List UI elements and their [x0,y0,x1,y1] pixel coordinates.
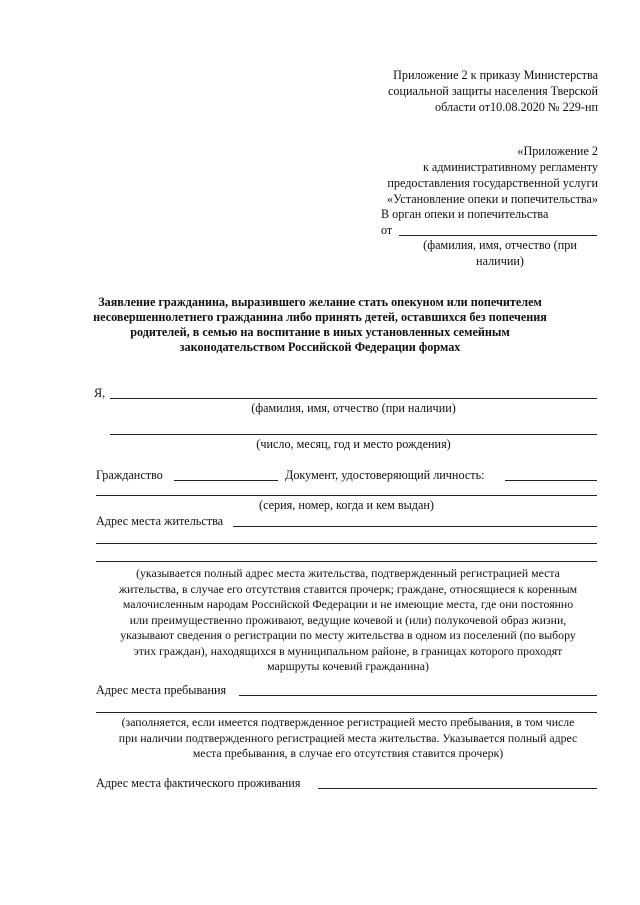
citizenship-field[interactable] [174,480,278,481]
fio-hint-line: наличии) [476,254,524,268]
stay-field-line2[interactable] [96,712,597,713]
actual-residence-label: Адрес места фактического проживания [96,776,301,790]
annex-header [298,67,598,115]
doc-hint: (серия, номер, когда и кем выдан) [259,498,434,512]
residence-hint-line: маршруты кочевий гражданина) [267,659,429,673]
fio-hint [400,237,600,269]
birth-hint: (число, месяц, год и место рождения) [256,437,451,451]
title-line: Заявление гражданина, выразившего желание стать опекуном или попечителем [98,295,542,309]
to-authority-label: В орган опеки и попечительства [381,207,549,221]
residence-hint-line: (указывается полный адрес места жительства, подтвержденный регистрацией места [136,566,560,580]
residence-hint-line: указывают сведения о регистрации по месту жительства в одном из поселений (по выбору [120,628,576,642]
residence-field[interactable] [233,526,597,527]
title-line: родителей, в семью на воспитание в иных установленных семейным [130,325,510,339]
citizenship-label: Гражданство [96,468,163,482]
stay-field[interactable] [239,695,597,696]
ya-label: Я, [94,386,106,400]
stay-label: Адрес места пребывания [96,683,227,697]
stay-hint-line: места пребывания, в случае его отсутствия ставится прочерк) [192,746,504,760]
residence-hint-line: или преимущественно проживают, ведущие кочевой и (или) полукочевой образ жизни, [129,612,567,627]
appendix-header [298,143,598,207]
actual-residence-field[interactable] [318,788,597,789]
id-doc-label: Документ, удостоверяющий личность: [285,468,485,482]
title-line: законодательством Российской Федерации формах [179,340,461,354]
applicant-fio-hint: (фамилия, имя, отчество (при наличии) [251,401,456,415]
appendix-line: предоставления государственной услуги [387,176,598,190]
fio-hint-line: (фамилия, имя, отчество (при [423,238,577,252]
applicant-fio-field[interactable] [110,398,597,399]
appendix-line: «Установление опеки и попечительства» [387,192,598,206]
residence-hint [78,566,618,675]
stay-hint-line: (заполняется, если имеется подтвержденное регистрацией место пребывания, в том числе [121,715,575,729]
title-line: несовершеннолетнего гражданина либо принять детей, оставшихся без попечения [93,310,547,324]
residence-hint-line: жительства, в случае его отсутствия ставится прочерк; граждане, относящиеся к коренным [118,581,578,596]
appendix-line: к административному регламенту [422,160,598,174]
residence-field-line3[interactable] [96,561,597,562]
stay-hint-line: при наличии подтвержденного регистрацией места жительства. Указывается полный адрес [118,730,578,745]
appendix-line: «Приложение 2 [517,144,598,158]
residence-label: Адрес места жительства [96,514,224,528]
id-doc-field[interactable] [505,480,597,481]
annex-line: Приложение 2 к приказу Министерства [393,68,598,82]
document-title [70,295,570,355]
residence-field-line2[interactable] [96,543,597,544]
annex-line: социальной защиты населения Тверской [387,84,598,98]
residence-hint-line: этих граждан), находящихся в муниципальном районе, в границах которого проходят [133,643,563,658]
from-label: от [381,223,393,237]
id-doc-details-field[interactable] [96,495,597,496]
from-fio-field[interactable] [399,235,597,236]
annex-line: области от10.08.2020 № 229-нп [435,100,598,114]
birth-field[interactable] [110,434,597,435]
residence-hint-line: малочисленным народам Российской Федерации и не имеющие места, где они постоянно [122,597,574,611]
stay-hint [78,715,618,762]
